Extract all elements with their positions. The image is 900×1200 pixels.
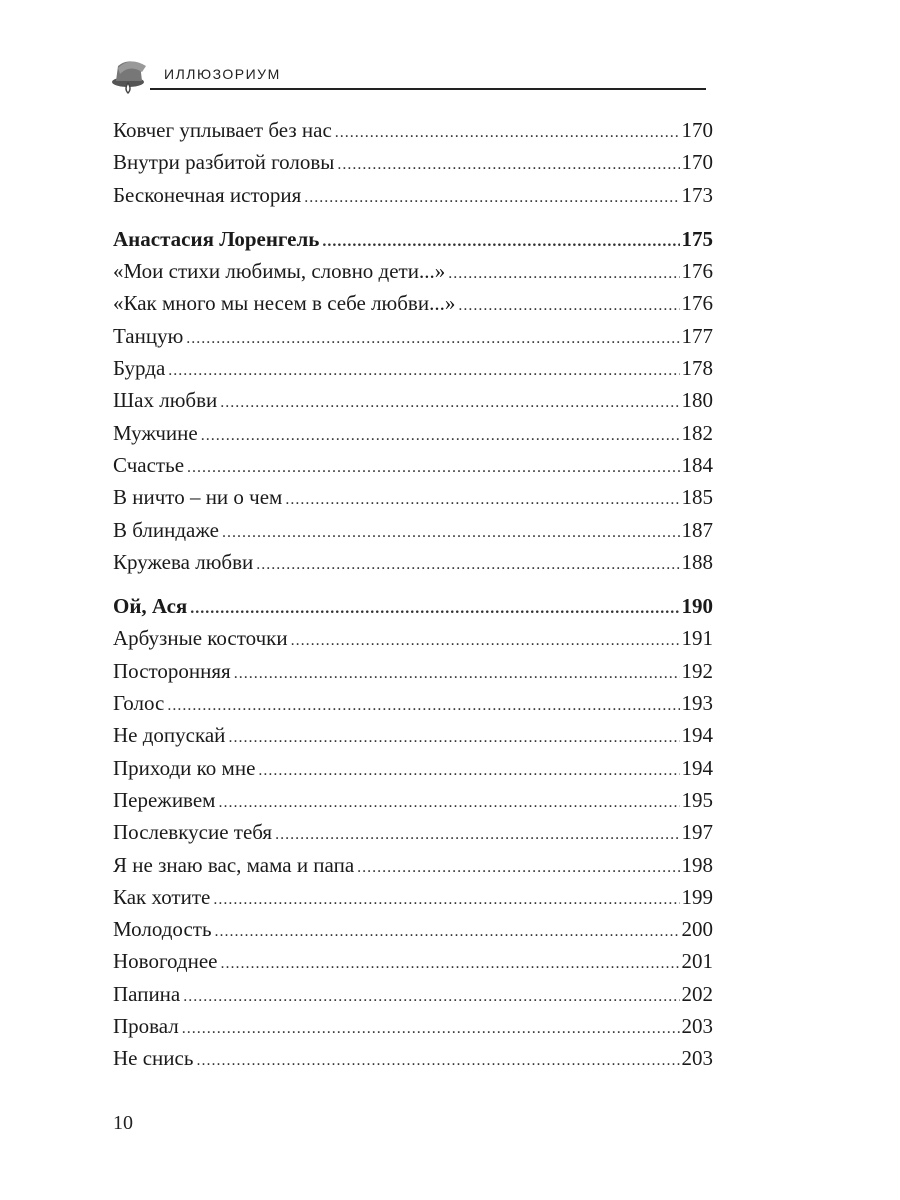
toc-entry-title: Анастасия Лоренгель xyxy=(113,226,320,251)
toc-entry-page: 195 xyxy=(681,787,713,812)
toc-entry-title: Арбузные косточки xyxy=(113,626,288,651)
dot-leader xyxy=(275,816,679,851)
dot-leader xyxy=(285,481,679,516)
toc-entry-title: Я не знаю вас, мама и папа xyxy=(113,852,355,877)
dot-leader xyxy=(458,287,679,322)
toc-entry-page: 182 xyxy=(681,420,713,445)
toc-entry xyxy=(113,784,713,816)
toc-entry-page: 200 xyxy=(681,917,713,942)
dot-leader xyxy=(234,655,680,690)
toc-entry xyxy=(113,546,713,578)
toc-entry-title: Бурда xyxy=(113,356,166,381)
toc-entry-page: 199 xyxy=(681,884,713,909)
toc-entry xyxy=(113,1042,713,1074)
toc-entry-page: 201 xyxy=(681,949,713,974)
toc-entry-title: Новогоднее xyxy=(113,949,218,974)
toc-group xyxy=(113,223,713,578)
toc-entry-title: Счастье xyxy=(113,452,185,477)
toc-entry-title: Кружева любви xyxy=(113,549,254,574)
dot-leader xyxy=(186,320,679,355)
toc-entry-page: 203 xyxy=(681,1046,713,1071)
dot-leader xyxy=(182,1010,680,1045)
dot-leader xyxy=(196,1042,679,1077)
toc-entry xyxy=(113,255,713,287)
dot-leader xyxy=(258,752,679,787)
toc-entry xyxy=(113,146,713,178)
toc-entry xyxy=(113,816,713,848)
toc-entry xyxy=(113,978,713,1010)
dot-leader xyxy=(222,514,680,549)
toc-author-entry xyxy=(113,590,713,622)
toc-entry-page: 191 xyxy=(681,626,713,651)
toc-entry-title: Шах любви xyxy=(113,388,218,413)
dot-leader xyxy=(335,114,680,149)
dot-leader xyxy=(291,622,680,657)
toc-entry-page: 192 xyxy=(681,658,713,683)
toc-entry-page: 203 xyxy=(681,1014,713,1039)
toc-entry-title: «Как много мы несем в себе любви...» xyxy=(113,291,456,316)
dot-leader xyxy=(221,945,680,980)
toc-entry-title: Бесконечная история xyxy=(113,182,302,207)
toc-entry-page: 176 xyxy=(681,291,713,316)
toc-entry-title: Не допускай xyxy=(113,723,226,748)
toc-entry xyxy=(113,687,713,719)
toc-entry-page: 185 xyxy=(681,485,713,510)
dot-leader xyxy=(168,352,679,387)
dot-leader xyxy=(190,590,679,625)
toc-entry xyxy=(113,655,713,687)
toc-entry xyxy=(113,622,713,654)
toc-entry xyxy=(113,945,713,977)
toc-entry xyxy=(113,449,713,481)
toc-entry xyxy=(113,114,713,146)
toc-entry-page: 198 xyxy=(681,852,713,877)
toc-entry-title: В блиндаже xyxy=(113,517,219,542)
toc-entry-page: 193 xyxy=(681,691,713,716)
toc-entry-page: 176 xyxy=(681,259,713,284)
toc-entry-title: «Мои стихи любимы, словно дети...» xyxy=(113,259,446,284)
toc-entry-page: 177 xyxy=(681,323,713,348)
running-header xyxy=(108,52,708,96)
dot-leader xyxy=(213,881,679,916)
toc-entry-page: 202 xyxy=(681,981,713,1006)
dot-leader xyxy=(215,913,680,948)
toc-entry xyxy=(113,514,713,546)
toc-entry-title: В ничто – ни о чем xyxy=(113,485,283,510)
toc-entry-page: 194 xyxy=(681,723,713,748)
dot-leader xyxy=(322,223,679,258)
toc-entry-title: Приходи ко мне xyxy=(113,755,256,780)
hat-flame-logo-icon xyxy=(108,52,152,96)
toc-entry-title: Танцую xyxy=(113,323,184,348)
dot-leader xyxy=(228,719,679,754)
toc-entry xyxy=(113,481,713,513)
header-rule xyxy=(150,88,706,90)
toc-entry-title: Молодость xyxy=(113,917,212,942)
table-of-contents xyxy=(113,114,713,1075)
toc-entry xyxy=(113,320,713,352)
toc-entry-title: Голос xyxy=(113,691,165,716)
toc-entry xyxy=(113,179,713,211)
dot-leader xyxy=(187,449,679,484)
dot-leader xyxy=(201,417,680,452)
toc-group xyxy=(113,590,713,1074)
dot-leader xyxy=(167,687,679,722)
toc-entry xyxy=(113,719,713,751)
toc-entry xyxy=(113,287,713,319)
dot-leader xyxy=(220,384,679,419)
toc-entry-page: 190 xyxy=(681,594,713,619)
toc-entry xyxy=(113,913,713,945)
toc-entry-page: 187 xyxy=(681,517,713,542)
toc-entry-page: 178 xyxy=(681,356,713,381)
toc-entry xyxy=(113,881,713,913)
toc-entry-title: Послевкусие тебя xyxy=(113,820,273,845)
toc-entry-title: Папина xyxy=(113,981,181,1006)
toc-entry xyxy=(113,417,713,449)
book-title: ИЛЛЮЗОРИУМ xyxy=(164,66,281,82)
toc-entry xyxy=(113,849,713,881)
toc-entry-page: 175 xyxy=(681,226,713,251)
toc-entry-title: Ой, Ася xyxy=(113,594,188,619)
dot-leader xyxy=(357,849,679,884)
toc-entry-page: 188 xyxy=(681,549,713,574)
toc-entry-page: 194 xyxy=(681,755,713,780)
toc-entry-title: Внутри разбитой головы xyxy=(113,150,335,175)
dot-leader xyxy=(304,179,679,214)
toc-entry xyxy=(113,752,713,784)
toc-entry xyxy=(113,1010,713,1042)
toc-entry-page: 184 xyxy=(681,452,713,477)
dot-leader xyxy=(337,146,679,181)
toc-entry-page: 170 xyxy=(681,118,713,142)
toc-entry-page: 180 xyxy=(681,388,713,413)
toc-entry-title: Переживем xyxy=(113,787,216,812)
toc-entry-page: 173 xyxy=(681,182,713,207)
toc-group xyxy=(113,114,713,211)
dot-leader xyxy=(183,978,679,1013)
dot-leader xyxy=(256,546,679,581)
page-number: 10 xyxy=(113,1112,133,1134)
toc-entry-title: Провал xyxy=(113,1014,179,1039)
toc-author-entry xyxy=(113,223,713,255)
dot-leader xyxy=(448,255,679,290)
toc-entry xyxy=(113,384,713,416)
dot-leader xyxy=(218,784,679,819)
toc-entry-page: 197 xyxy=(681,820,713,845)
toc-entry-title: Посторонняя xyxy=(113,658,231,683)
toc-entry-title: Не снись xyxy=(113,1046,194,1071)
toc-entry-title: Мужчине xyxy=(113,420,198,445)
toc-entry-title: Ковчег уплывает без нас xyxy=(113,118,332,142)
toc-entry-title: Как хотите xyxy=(113,884,211,909)
toc-entry xyxy=(113,352,713,384)
toc-entry-page: 170 xyxy=(681,150,713,175)
